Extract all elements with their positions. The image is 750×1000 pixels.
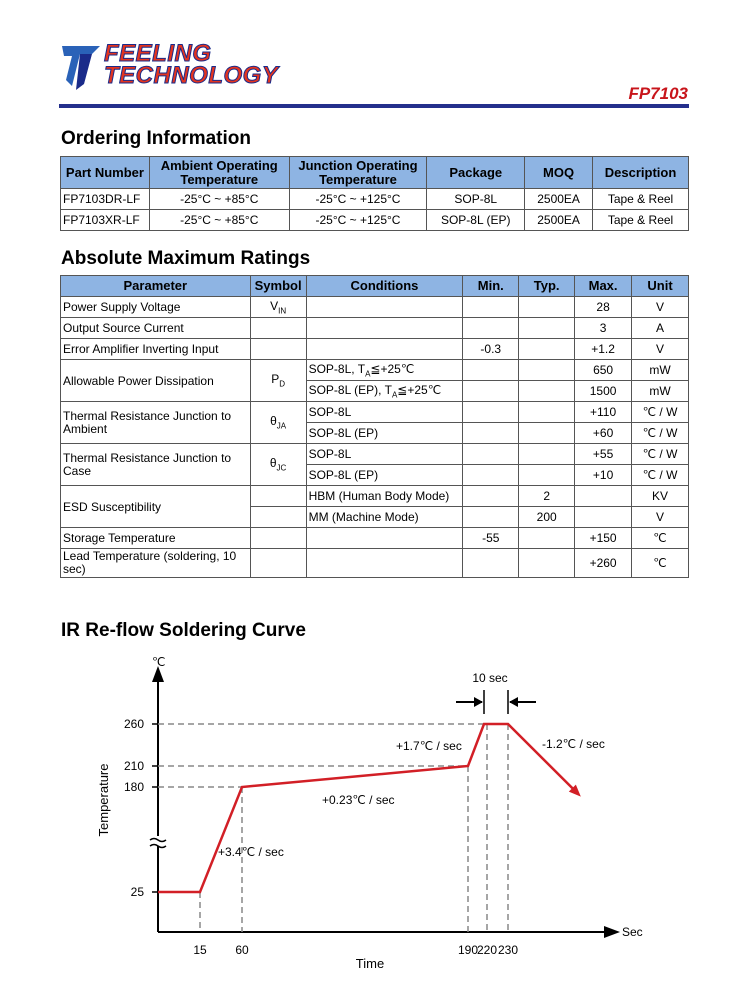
cell: 28 [575,297,632,318]
logo-line2: TECHNOLOGY [104,62,279,89]
cell [250,486,306,507]
cell: ℃ / W [632,423,689,444]
annotation-ramp1: +3.4℃ / sec [218,845,284,859]
cell: A [632,318,689,339]
cell: -55 [463,528,519,549]
cell: ℃ [632,528,689,549]
symbol-cell [250,297,306,318]
x-tick-label: 220 [476,943,498,957]
cond-sub: A [391,390,398,400]
y-axis-label: Temperature [96,763,111,837]
cell: -0.3 [463,339,519,360]
cell: KV [632,486,689,507]
param-cell: Thermal Resistance Junction to Ambient [61,402,251,444]
cell [463,549,519,578]
table-row [61,444,689,465]
cell: -25°C ~ +125°C [289,189,427,210]
cell: -25°C ~ +85°C [149,210,289,231]
cell [306,339,463,360]
header-rule [59,104,689,108]
cell [519,444,575,465]
cell [575,486,632,507]
col-header: Typ. [519,276,575,297]
cell: ℃ / W [632,444,689,465]
cell: Tape & Reel [593,210,689,231]
param-cell: Power Supply Voltage [61,297,251,318]
col-header: Package [427,157,525,189]
table-row [61,486,689,507]
symbol-sub: JA [276,421,287,431]
x-unit-label: Sec [622,925,643,939]
cell: +150 [575,528,632,549]
cell: FP7103XR-LF [61,210,150,231]
col-header: Symbol [250,276,306,297]
cell [519,318,575,339]
cond-cell [306,360,463,381]
cell [306,318,463,339]
col-header: Min. [463,276,519,297]
cond-text: ≦+25℃ [370,361,415,376]
cell: mW [632,381,689,402]
company-logo [60,40,280,92]
cell [463,297,519,318]
ordering-title: Ordering Information [61,128,251,149]
cell [463,423,519,444]
annotation-cool: -1.2℃ / sec [542,737,605,751]
symbol-cell [250,402,306,444]
param-cell: Output Source Current [61,318,251,339]
table-row [61,528,689,549]
param-cell: Error Amplifier Inverting Input [61,339,251,360]
table-row [61,360,689,381]
cell [463,444,519,465]
cell: -25°C ~ +125°C [289,210,427,231]
symbol-sub: JC [276,463,287,473]
cell: +110 [575,402,632,423]
cell [519,381,575,402]
table-row [61,339,689,360]
cell [463,360,519,381]
cell: 3 [575,318,632,339]
guide-lines [158,724,508,932]
cell [306,549,463,578]
col-header: Conditions [306,276,463,297]
cell [463,465,519,486]
cell: 2500EA [525,210,593,231]
col-header: Junction Operating Temperature [289,157,427,189]
y-tick-label: 210 [123,759,144,773]
amr-table [60,275,689,578]
cell [463,486,519,507]
cell: +1.2 [575,339,632,360]
col-header: Max. [575,276,632,297]
cell: -25°C ~ +85°C [149,189,289,210]
cell [463,507,519,528]
cell [519,423,575,444]
reflow-curve [158,724,578,892]
y-tick-label: 180 [123,780,144,794]
marker-arrowhead-left [474,697,483,707]
marker-arrowhead-right [509,697,518,707]
reflow-chart [90,650,670,980]
reflow-title: IR Re-flow Soldering Curve [61,620,306,641]
param-cell: Storage Temperature [61,528,251,549]
cell: ℃ / W [632,465,689,486]
cell: V [632,297,689,318]
param-cell: Lead Temperature (soldering, 10 sec) [61,549,251,578]
cell [519,402,575,423]
logo-line1: FEELING [104,40,212,67]
table-row [61,318,689,339]
symbol-sub: IN [278,306,287,316]
cond-cell [306,381,463,402]
y-tick-label: 260 [123,717,144,731]
cell: +10 [575,465,632,486]
col-header: Description [593,157,689,189]
cond-cell: SOP-8L (EP) [306,465,463,486]
symbol-cell [250,360,306,402]
x-axis-label: Time [355,956,385,971]
cell [463,402,519,423]
cond-cell: SOP-8L [306,444,463,465]
param-cell: Thermal Resistance Junction to Case [61,444,251,486]
table-row [61,189,689,210]
x-tick-label: 230 [497,943,519,957]
cell: +55 [575,444,632,465]
cell: V [632,507,689,528]
symbol: P [271,372,280,387]
x-tick-label: 15 [193,943,207,957]
cell [519,360,575,381]
amr-title: Absolute Maximum Ratings [61,248,311,269]
cell [250,528,306,549]
param-cell: Allowable Power Dissipation [61,360,251,402]
cell [306,297,463,318]
cell: ℃ / W [632,402,689,423]
cell: 650 [575,360,632,381]
doc-id: FP7103 [628,84,688,103]
symbol: θ [270,414,277,429]
cell: mW [632,360,689,381]
cell: 2 [519,486,575,507]
cell [575,507,632,528]
cell: FP7103DR-LF [61,189,150,210]
cell: 200 [519,507,575,528]
col-header: MOQ [525,157,593,189]
cell: +260 [575,549,632,578]
cell [250,339,306,360]
symbol: θ [269,456,277,471]
x-tick-label: 60 [235,943,249,957]
cond-sub: A [365,369,371,379]
cell: +60 [575,423,632,444]
cell: 2500EA [525,189,593,210]
cell: SOP-8L (EP) [427,210,525,231]
tick-labels [124,717,518,957]
peak-duration-marker [456,690,536,714]
cell: SOP-8L [427,189,525,210]
cell [519,549,575,578]
cell: 1500 [575,381,632,402]
x-axis-arrow [604,926,620,938]
cell: Tape & Reel [593,189,689,210]
x-tick-label: 190 [457,943,479,957]
table-row [61,297,689,318]
cond-cell: SOP-8L (EP) [306,423,463,444]
y-tick-label: 25 [130,885,144,899]
cell [519,465,575,486]
table-row [61,402,689,423]
cond-cell: HBM (Human Body Mode) [306,486,463,507]
cell [519,297,575,318]
logo-mark-icon [60,40,104,92]
ordering-table [60,156,689,231]
col-header: Unit [632,276,689,297]
cond-text: SOP-8L (EP), T [308,382,392,397]
cell [463,381,519,402]
cond-text: SOP-8L, T [308,361,366,376]
symbol-sub: D [279,379,285,389]
symbol: V [270,298,279,313]
symbol-cell [250,444,306,486]
cell: V [632,339,689,360]
table-row [61,549,689,578]
col-header: Ambient Operating Temperature [149,157,289,189]
annotation-10sec: 10 sec [472,671,508,685]
col-header: Parameter [61,276,251,297]
annotation-soak: +0.23℃ / sec [322,793,395,807]
cell [519,528,575,549]
cell [306,528,463,549]
cell [250,549,306,578]
cell [519,339,575,360]
param-cell: ESD Susceptibility [61,486,251,528]
col-header: Part Number [61,157,150,189]
cell: ℃ [632,549,689,578]
cell [250,507,306,528]
cond-cell: MM (Machine Mode) [306,507,463,528]
cond-cell: SOP-8L [306,402,463,423]
y-unit-label: ℃ [152,655,166,669]
annotation-ramp2: +1.7℃ / sec [396,739,462,753]
table-row [61,210,689,231]
cond-text: ≦+25℃ [397,382,442,397]
cell [250,318,306,339]
cell [463,318,519,339]
